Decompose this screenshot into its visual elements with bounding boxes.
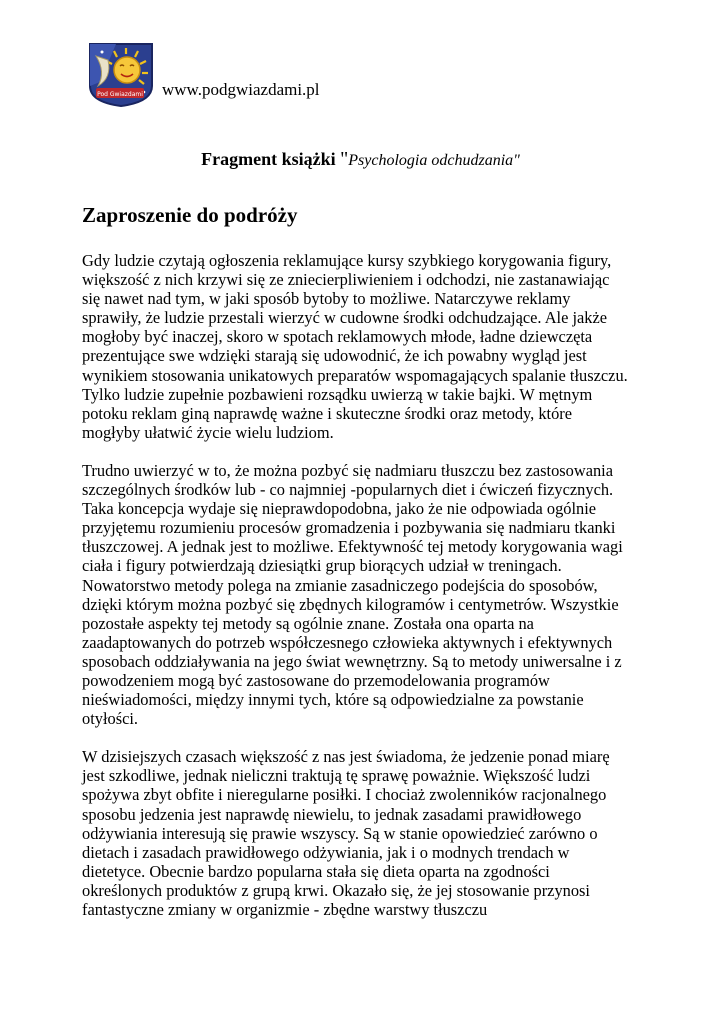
- text-line: dietetyce. Obecnie bardzo popularna stała się dieta oparta na zgodności: [82, 861, 550, 881]
- text-line: zaadaptowanych do potrzeb współczesnego człowieka aktywnych i efektywnych: [82, 632, 613, 652]
- text-line: fantastyczne zmiany w organizmie - zbędne warstwy tłuszczu: [82, 900, 488, 919]
- text-line: pozostałe aspekty tej metody są ogólnie znane. Została ona oparta na: [82, 613, 534, 633]
- text-line: większość z nich krzywi się ze zniecierpliwieniem i odchodzi, nie zastanawiając: [82, 270, 610, 290]
- paragraph-2: [82, 461, 672, 728]
- text-line: jest szkodliwe, jednak nieliczni traktują tę sprawę poważnie. Większość ludzi: [82, 766, 591, 786]
- fragment-title-quote: ": [340, 148, 349, 170]
- paragraph-1: [82, 251, 672, 442]
- site-url[interactable]: www.podgwiazdami.pl: [162, 80, 320, 99]
- text-line: mogłoby być inaczej, skoro w spotach reklamowych młode, ładne dziewczęta: [82, 327, 593, 347]
- text-line: sposobu jedzenia jest naprawdę niewielu, to jednak zasadami prawidłowego: [82, 804, 582, 824]
- sun-moon-logo-icon[interactable]: [86, 42, 156, 108]
- text-line: się nawet nad tym, w jaki sposób bytoby to możliwe. Natarczywe reklamy: [82, 289, 571, 309]
- text-line: określonych produktów z grupą krwi. Okazało się, że jej stosowanie przynosi: [82, 880, 590, 900]
- text-line: otyłości.: [82, 709, 138, 729]
- text-line: dzięki którym można pozbyć się zbędnych kilogramów i centymetrów. Wszystkie: [82, 594, 619, 614]
- text-line: Nowatorstwo metody polega na zmianie zasadniczego podejścia do sposobów,: [82, 575, 598, 595]
- text-line: spożywa zbyt obfite i nieregularne posiłki. I chociaż zwolenników racjonalnego: [82, 785, 607, 805]
- fragment-title-lead: Fragment książki: [201, 149, 341, 169]
- text-line: Tylko ludzie zupełnie pozbawieni rozsądku uwierzą w takie bajki. W mętnym: [82, 384, 593, 404]
- text-line: przyjętemu rozumieniu procesów gromadzenia i pozbywania się nadmiaru tkanki: [82, 518, 616, 538]
- text-line: szczególnych środków lub - co najmniej -popularnych diet i ćwiczeń fizycznych.: [82, 480, 614, 500]
- page-header: [86, 42, 686, 108]
- text-line: ciała i figury potwierdzają dziesiątki grup biorących udział w treningach.: [82, 556, 562, 576]
- paragraph-3: [82, 747, 672, 919]
- text-line: W dzisiejszych czasach większość z nas jest świadoma, że jedzenie ponad miarę: [82, 747, 610, 767]
- section-title: Zaproszenie do podróży: [82, 203, 298, 227]
- text-line: odżywiania interesują się prawie wszyscy. Są w stanie opowiedzieć zarówno o: [82, 823, 598, 843]
- fragment-title-book: Psychologia odchudzania": [348, 152, 520, 169]
- text-line: Taka koncepcja wydaje się nieprawdopodobna, jako że nie odpowiada ogólnie: [82, 499, 597, 519]
- text-line: mogłyby ułatwić życie wielu ludziom.: [82, 422, 334, 442]
- text-line: nieświadomości, między innymi tych, które są odpowiedzialne za powstanie: [82, 690, 584, 710]
- text-line: prezentujące swe wdzięki starają się udowodnić, że ich powabny wygląd jest: [82, 346, 587, 366]
- text-line: wynikiem stosowania unikatowych preparatów wspomagających spalanie tłuszczu.: [82, 365, 628, 385]
- text-line: Gdy ludzie czytają ogłoszenia reklamujące kursy szybkiego korygowania figury,: [82, 251, 612, 270]
- text-line: sprawiły, że ludzie przestali wierzyć w cudowne środki odchudzające. Ale jakże: [82, 308, 608, 328]
- text-line: powodzeniem mogą być zastosowane do przemodelowania programów: [82, 670, 550, 690]
- text-line: dietach i zasadach prawidłowego odżywiania, jak i o modnych trendach w: [82, 842, 570, 862]
- body-text: [82, 251, 672, 938]
- text-line: potoku reklam giną naprawdę ważne i skuteczne środki oraz metody, które: [82, 403, 573, 423]
- text-line: tłuszczowej. A jednak jest to możliwe. Efektywność tej metody korygowania wagi: [82, 537, 623, 557]
- text-line: Trudno uwierzyć w to, że można pozbyć się nadmiaru tłuszczu bez zastosowania: [82, 460, 614, 480]
- text-line: sposobach oddziaływania na jego świat wewnętrzny. Są to metody uniwersalne i z: [82, 651, 622, 671]
- logo-text: Pod Gwiazdami: [97, 91, 143, 98]
- fragment-title: [0, 148, 721, 171]
